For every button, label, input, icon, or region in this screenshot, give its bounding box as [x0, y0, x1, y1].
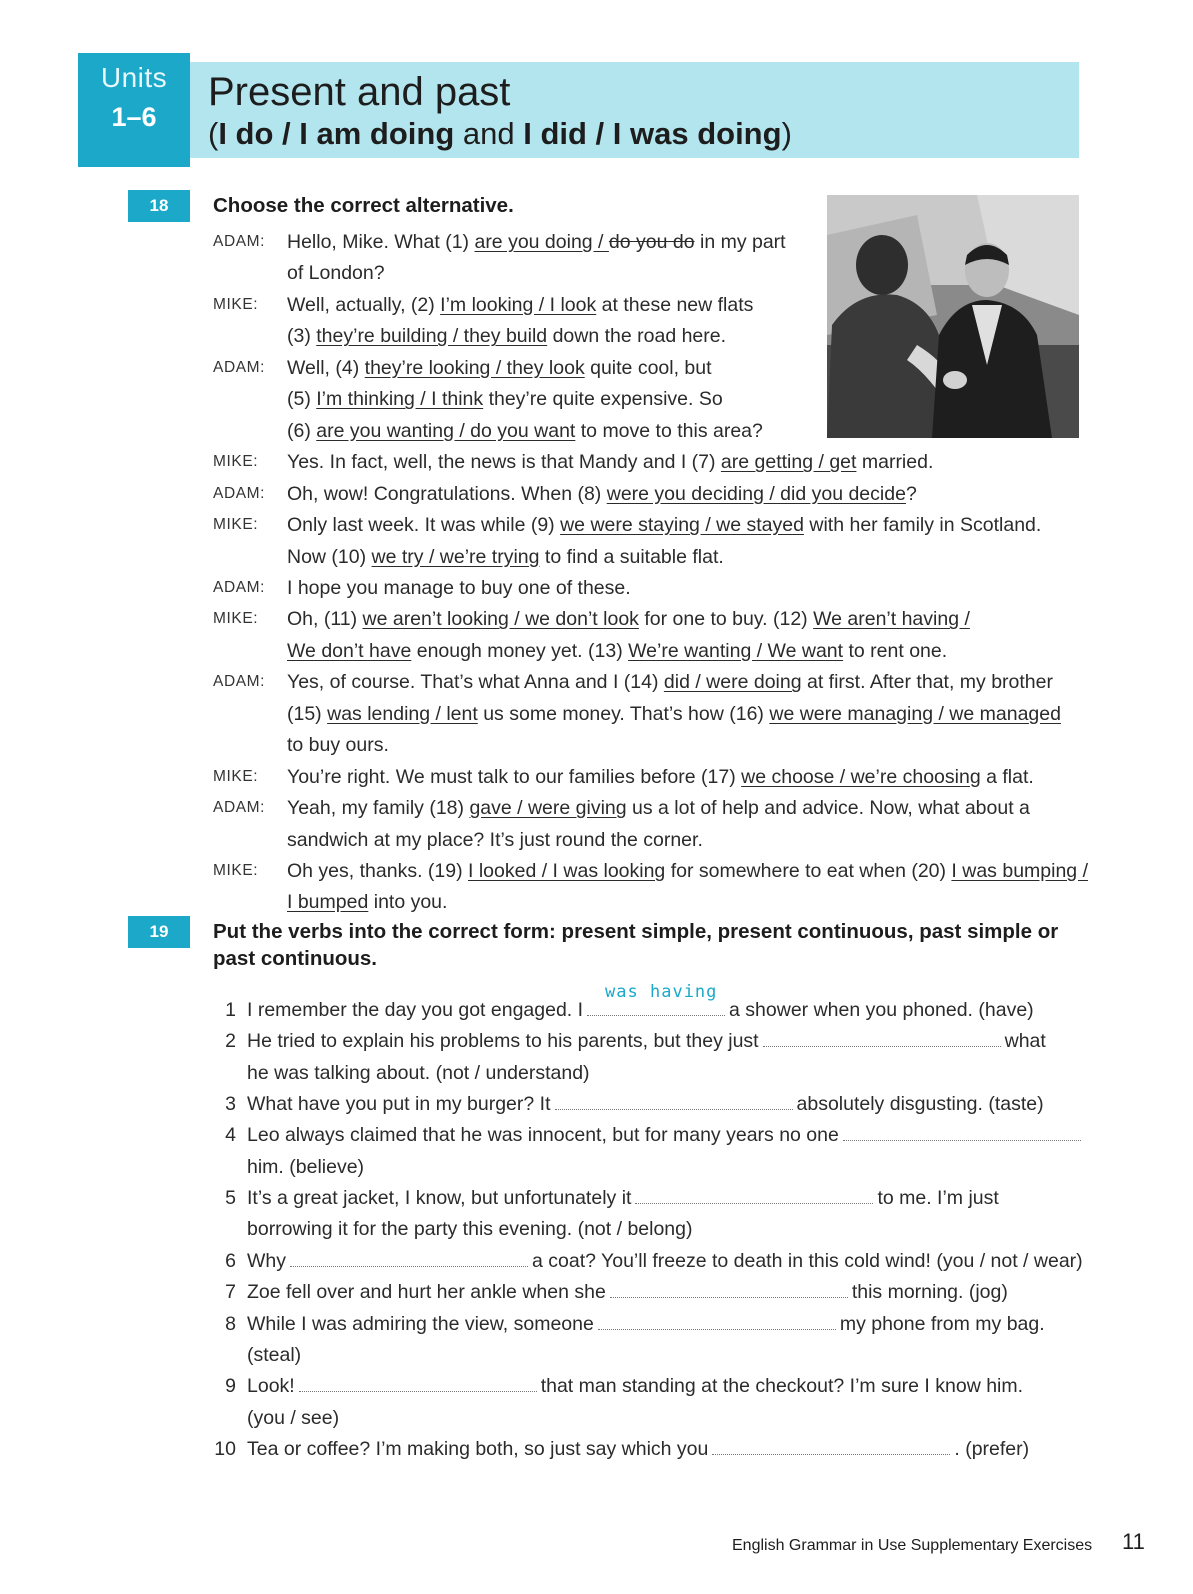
dialogue-text: to find a suitable flat. — [539, 545, 724, 568]
dialogue-text: Yeah, my family (18) — [287, 797, 470, 820]
dialogue-text: Now (10) — [287, 545, 372, 568]
page-subtitle: (I do / I am doing and I did / I was doing) — [208, 116, 792, 151]
item-line — [247, 1061, 590, 1085]
alternative-options: we were staying / we stayed — [560, 514, 804, 537]
item-line — [247, 1217, 693, 1241]
alternative-options: we were managing / we managed — [769, 702, 1061, 725]
item-line — [247, 1155, 364, 1179]
dialogue-line — [287, 513, 1041, 537]
dialogue-line — [287, 796, 1030, 820]
dialogue-line — [287, 890, 447, 914]
speaker-label: ADAM: — [213, 673, 266, 691]
item-text: my phone from my bag. — [839, 1312, 1045, 1335]
item-text: While I was admiring the view, someone — [247, 1312, 594, 1335]
item-number: 2 — [225, 1030, 236, 1053]
item-text: I remember the day you got engaged. I — [247, 999, 584, 1021]
dialogue-line — [287, 450, 933, 474]
dialogue-line — [287, 356, 712, 380]
item-line — [247, 1123, 1085, 1147]
dialogue-text: of London? — [287, 262, 385, 285]
item-line — [247, 1280, 1008, 1304]
dialogue-line — [287, 261, 385, 285]
dialogue-text: a flat. — [980, 765, 1034, 788]
units-label: Units — [100, 62, 168, 93]
dialogue-line — [287, 702, 1061, 726]
dialogue-line — [287, 828, 703, 852]
dialogue-text: with her family in Scotland. — [803, 514, 1042, 537]
dialogue-line — [287, 482, 917, 506]
alternative-options: are you wanting / do you want — [316, 419, 576, 442]
item-text: He tried to explain his problems to his parents, but they just — [247, 1030, 759, 1053]
item-number: 7 — [225, 1281, 236, 1304]
item-text: What have you put in my burger? It — [247, 1093, 551, 1116]
alternative-options: are you doing / — [474, 231, 609, 253]
alternative-options: We don’t have — [287, 639, 412, 662]
alternative-options: We’re wanting / We want — [628, 639, 844, 662]
exercise-number-18: 18 — [128, 190, 190, 222]
units-badge — [78, 53, 190, 167]
alternative-options: did / were doing — [663, 671, 802, 694]
dialogue-text: Well, (4) — [287, 356, 365, 379]
item-number: 9 — [225, 1375, 236, 1398]
dialogue-text: at first. After that, my brother — [801, 671, 1053, 694]
dialogue-text: they’re quite expensive. So — [483, 388, 723, 411]
dialogue-text: at these new flats — [596, 293, 754, 316]
alternative-options: We aren’t having / — [813, 608, 970, 631]
item-text: absolutely disgusting. (taste) — [796, 1093, 1044, 1116]
item-text: to me. I’m just — [877, 1187, 999, 1210]
item-number: 6 — [225, 1249, 236, 1272]
dialogue-text: in my part — [694, 231, 786, 253]
answer-blank[interactable] — [712, 1437, 950, 1461]
dialogue-text: (3) — [287, 325, 317, 348]
dialogue-text: married. — [856, 451, 934, 474]
answer-blank[interactable] — [843, 1123, 1081, 1147]
answer-blank[interactable] — [290, 1249, 528, 1273]
dialogue-line — [287, 387, 723, 411]
alternative-options: are getting / get — [720, 451, 857, 474]
speaker-label: ADAM: — [213, 578, 266, 596]
item-line — [247, 1374, 1023, 1398]
item-text: Why — [247, 1249, 286, 1272]
item-number: 10 — [214, 1437, 236, 1460]
example-answer: was having — [605, 982, 718, 1002]
dialogue-text: Oh yes, thanks. (19) — [287, 860, 468, 882]
item-number: 3 — [225, 1093, 236, 1116]
dialogue-text: Oh, (11) — [287, 608, 363, 631]
dialogue-line — [287, 639, 947, 663]
dialogue-line — [287, 293, 753, 317]
alternative-options: we try / we’re trying — [371, 545, 540, 568]
dialogue-line — [287, 419, 763, 443]
dialogue-line — [287, 576, 631, 600]
dialogue-line — [287, 733, 389, 757]
item-text: (you / see) — [247, 1406, 340, 1429]
item-line — [247, 1186, 999, 1210]
dialogue-text: Hello, Mike. What (1) — [287, 231, 475, 253]
dialogue-text: Yes. In fact, well, the news is that Mandy and I (7) — [287, 451, 721, 474]
dialogue-line — [287, 607, 970, 631]
speaker-label: MIKE: — [213, 767, 259, 785]
dialogue-text: for somewhere to eat when (20) — [665, 860, 952, 882]
page-title: Present and past — [208, 70, 511, 114]
speaker-label: MIKE: — [213, 610, 259, 628]
dialogue-line — [287, 545, 724, 569]
item-text: It’s a great jacket, I know, but unfortunately it — [247, 1187, 632, 1210]
alternative-options: were you deciding / did you decide — [606, 482, 906, 505]
item-number: 8 — [225, 1312, 236, 1335]
item-text: Zoe fell over and hurt her ankle when she — [247, 1281, 606, 1304]
crossed-out-option: do you do — [608, 231, 695, 253]
dialogue-line — [287, 670, 1053, 694]
dialogue-text: Oh, wow! Congratulations. When (8) — [287, 482, 607, 505]
item-text: he was talking about. (not / understand) — [247, 1061, 590, 1084]
item-text: that man standing at the checkout? I’m sure I know him. — [540, 1375, 1024, 1398]
item-text: . (prefer) — [954, 1437, 1030, 1460]
dialogue-text: Only last week. It was while (9) — [287, 514, 561, 537]
speaker-label: ADAM: — [213, 233, 266, 250]
item-line — [247, 1343, 301, 1367]
item-line — [247, 1092, 1044, 1116]
item-text: Leo always claimed that he was innocent, but for many years no one — [247, 1124, 839, 1147]
answer-blank[interactable] — [598, 1312, 836, 1336]
item-text: what — [1004, 1030, 1046, 1053]
item-text: Look! — [247, 1375, 295, 1398]
alternative-options: was lending / lent — [327, 702, 478, 725]
item-line — [247, 1249, 1083, 1273]
dialogue-text: (15) — [287, 702, 328, 725]
alternative-options: I bumped — [287, 891, 369, 914]
dialogue-text: I hope you manage to buy one of these. — [287, 576, 631, 599]
dialogue-text: for one to buy. (12) — [638, 608, 814, 631]
speaker-label: MIKE: — [213, 295, 259, 313]
alternative-options: we aren’t looking / we don’t look — [362, 608, 639, 631]
dialogue-text: ? — [905, 482, 917, 505]
alternative-options: gave / were giving — [469, 797, 627, 820]
answer-blank[interactable] — [763, 1029, 1001, 1053]
speaker-label: MIKE: — [213, 516, 259, 534]
alternative-options: I was bumping / — [951, 860, 1088, 882]
book-title-footer: English Grammar in Use Supplementary Exercises — [732, 1537, 1093, 1554]
item-number: 1 — [225, 999, 236, 1021]
item-text: this morning. (jog) — [851, 1281, 1008, 1304]
answer-blank[interactable] — [299, 1374, 537, 1398]
alternative-options: they’re building / they build — [316, 325, 548, 348]
item-text: a shower when you phoned. (have) — [729, 999, 1034, 1021]
exercise-number-19: 19 — [128, 916, 190, 948]
dialogue-line — [287, 230, 786, 254]
item-text: a coat? You’ll freeze to death in this cold wind! (you / not / wear) — [532, 1249, 1083, 1272]
photo-two-men-handshake — [827, 195, 1079, 438]
dialogue-text: (5) — [287, 388, 317, 411]
alternative-options: we choose / we’re choosing — [741, 765, 981, 788]
dialogue-text: sandwich at my place? It’s just round the corner. — [287, 828, 703, 851]
speaker-label: ADAM: — [213, 484, 266, 502]
alternative-options: I’m thinking / I think — [316, 388, 484, 411]
item-text: Tea or coffee? I’m making both, so just say which you — [247, 1437, 709, 1460]
speaker-label: MIKE: — [213, 862, 259, 879]
item-text: borrowing it for the party this evening. (not / belong) — [247, 1218, 693, 1241]
dialogue-line — [287, 765, 1034, 789]
dialogue-text: (6) — [287, 419, 317, 442]
dialogue-text: to move to this area? — [575, 419, 763, 442]
answer-blank[interactable] — [610, 1280, 848, 1304]
dialogue-line — [287, 324, 726, 348]
speaker-label: ADAM: — [213, 799, 266, 817]
item-text: (steal) — [247, 1343, 302, 1366]
dialogue-line — [287, 859, 1088, 883]
dialogue-text: You’re right. We must talk to our families before (17) — [287, 765, 742, 788]
item-line — [247, 1406, 339, 1430]
item-text: him. (believe) — [247, 1155, 365, 1178]
alternative-options: they’re looking / they look — [364, 356, 585, 379]
item-number: 5 — [225, 1187, 236, 1210]
alternative-options: I looked / I was looking — [468, 860, 666, 882]
dialogue-text: to buy ours. — [287, 734, 389, 757]
dialogue-text: us a lot of help and advice. Now, what about a — [626, 797, 1030, 820]
item-line — [247, 1029, 1046, 1053]
speaker-label: MIKE: — [213, 453, 259, 471]
dialogue-text: into you. — [368, 891, 448, 914]
item-line — [247, 982, 1034, 1022]
speaker-label: ADAM: — [213, 358, 266, 376]
item-line — [247, 1312, 1045, 1336]
dialogue-text: quite cool, but — [584, 356, 712, 379]
exercise-instruction-18: Choose the correct alternative. — [213, 194, 514, 217]
dialogue-text: down the road here. — [547, 325, 727, 348]
alternative-options: I’m looking / I look — [440, 293, 597, 316]
answer-blank[interactable] — [635, 1186, 873, 1210]
answer-blank[interactable] — [555, 1092, 793, 1116]
title-band — [190, 62, 1079, 158]
answer-blank[interactable] — [587, 982, 725, 1022]
dialogue-text: Yes, of course. That’s what Anna and I (14) — [287, 671, 664, 694]
dialogue-text: Well, actually, (2) — [287, 293, 441, 316]
dialogue-text: us some money. That’s how (16) — [477, 702, 770, 725]
item-number: 4 — [225, 1124, 236, 1147]
exercise-instruction-19: Put the verbs into the correct form: present simple, present continuous, past simple or past continuous. — [213, 920, 1059, 970]
dialogue-text: enough money yet. (13) — [411, 639, 629, 662]
dialogue-text: to rent one. — [843, 639, 948, 662]
units-range: 1–6 — [111, 102, 157, 132]
item-line — [247, 1437, 1029, 1461]
page-number: 11 — [1122, 1529, 1145, 1554]
